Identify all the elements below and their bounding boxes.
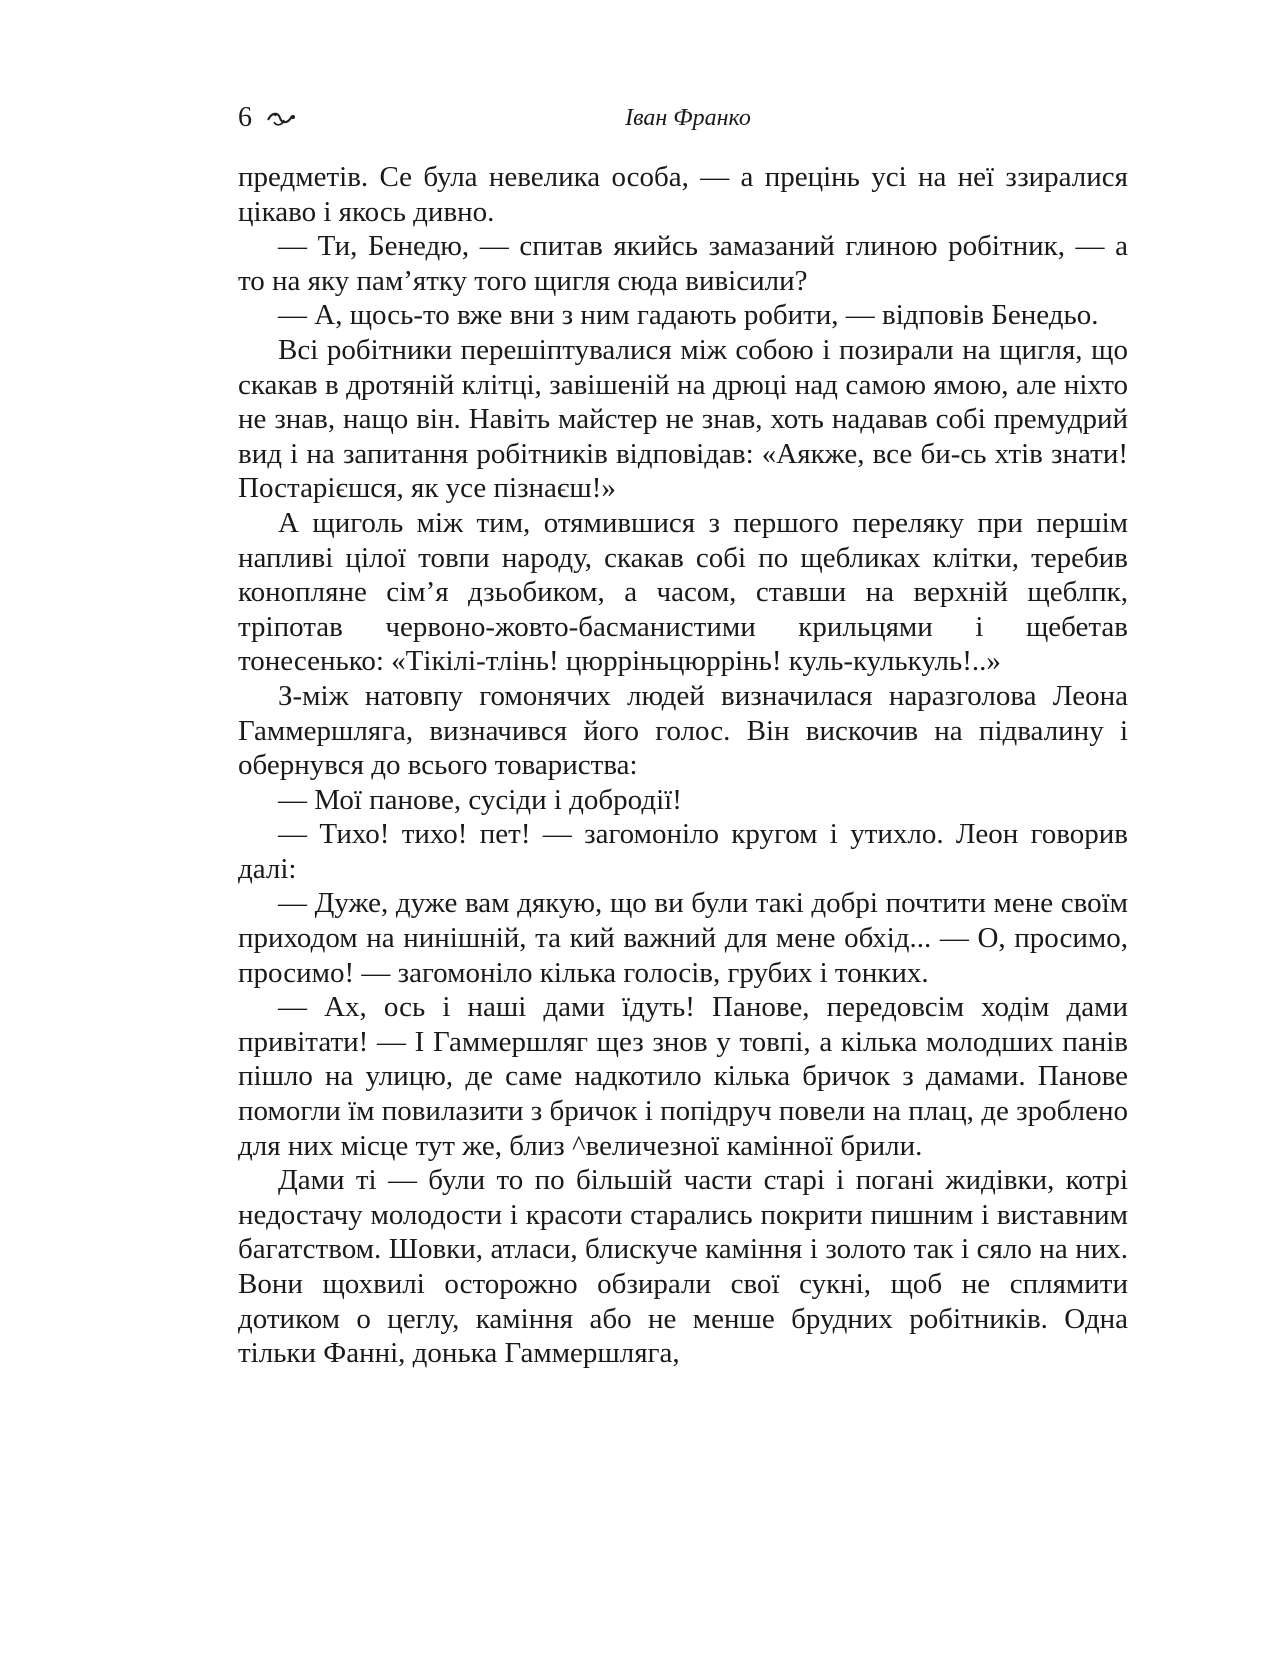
running-head xyxy=(238,98,1128,138)
paragraph: — А, щось-то вже вни з ним гадають робити, — відповів Бенедьо. xyxy=(278,299,1099,332)
body-text xyxy=(238,160,1128,1371)
paragraph: Дами ті — були то по більшій части старі і погані жидівки, котрі недостачу молодости і красоти старались покрити пишним і виставним багатством. Шовки, атласи, блискуче каміння і золото так і сяло на них. Вони щохвилі осторожно обзирали свої сукні, щоб не сплямити дотиком о цеглу, каміння або не менше брудних робітників. Одна тільки Фанні, донька Гаммершляга, xyxy=(238,1164,1128,1370)
paragraph: А щиголь між тим, отямившися з першого переляку при першім напливі цілої товпи народу, скакав собі по щебликах клітки, теребив конопляне сім’я дзьобиком, а часом, ставши на верхній щеблпк, тріпотав червоно-жовто-басманистими крильцями і щебетав тонесенько: «Тікілі-тлінь! цюрріньцюррінь! куль-кулькуль!..» xyxy=(238,506,1128,678)
paragraph: предметів. Се була невелика особа, — а прецінь усі на неї ззиралися цікаво і якось дивно. xyxy=(238,161,1128,228)
paragraph: З-між натовпу гомонячих людей визначилася наразголова Леона Гаммершляга, визначився його голос. Він вискочив на підвалину і обернувся до всього товариства: xyxy=(238,679,1128,782)
paragraph: Всі робітники перешіптувалися між собою і позирали на щигля, що скакав в дротяній клітці, завішеній на дрюці над самою ямою, але ніхто не знав, нащо він. Навіть майстер не знав, хоть надавав собі премудрий вид і на запитання робітників відповідав: «Аякже, все би-сь хтів знати! Постарієшся, як усе пізнаєш!» xyxy=(238,333,1128,505)
running-title: Іван Франко xyxy=(625,105,751,131)
paragraph: — Ти, Бенедю, — спитав якийсь замазаний глиною робітник, — а то на яку пам’ятку того щигля сюда вивісили? xyxy=(238,230,1128,297)
paragraph: — Ах, ось і наші дами їдуть! Панове, передовсім ходім дами привітати! — І Гаммершляг щез знов у товпі, а кілька молодших панів пішло на улицю, де саме надкотило кілька бричок з дамами. Панове помогли їм повилазити з бричок і попідруч повели на плац, де зроблено для них місце тут же, близ ^величезної камінної брили. xyxy=(238,991,1128,1162)
paragraph: — Дуже, дуже вам дякую, що ви були такі добрі почтити мене своїм приходом на нинішній, та кий важний для мене обхід... — О, просимо, просимо! — загомоніло кілька голосів, грубих і тонких. xyxy=(238,887,1128,989)
paragraph: — Мої панове, сусіди і добродії! xyxy=(278,783,682,816)
page-number: 6 xyxy=(238,102,252,133)
paragraph: — Тихо! тихо! пет! — загомоніло кругом і утихло. Леон говорив далі: xyxy=(238,818,1128,885)
